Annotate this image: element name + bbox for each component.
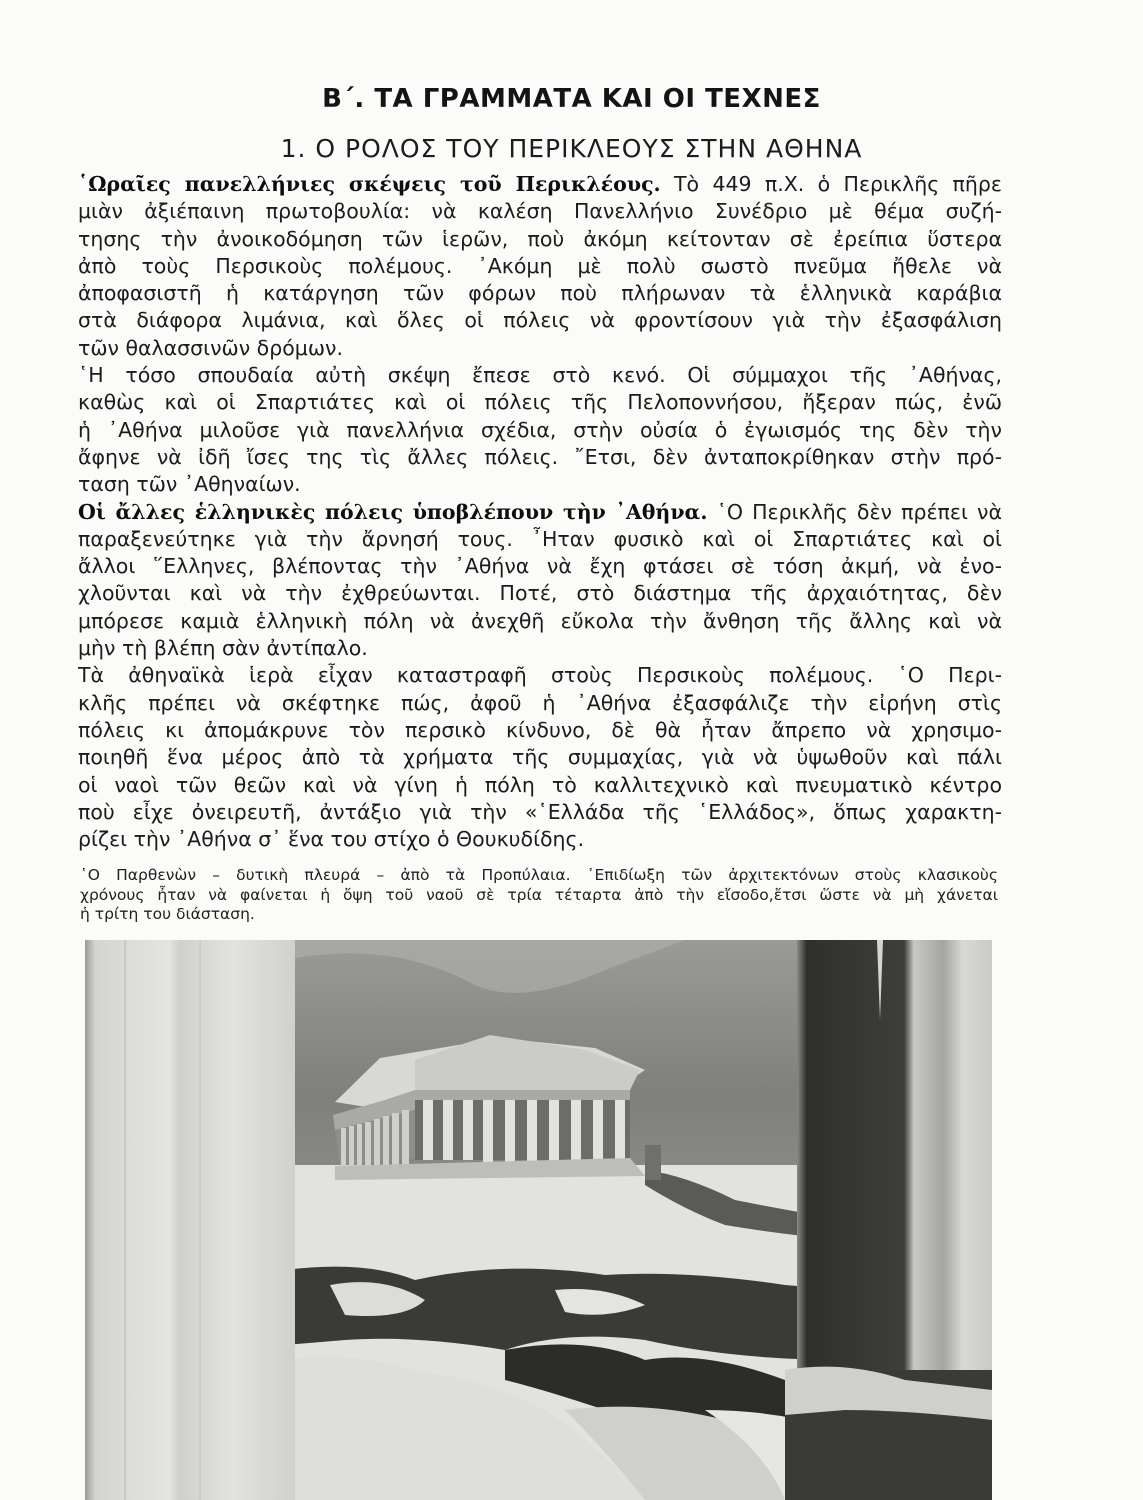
body-text-content: ρίζει τὴν ᾿Αθήνα σ᾿ ἕνα του στίχο ὁ Θουκυδίδης. (78, 827, 585, 852)
body-text-line (78, 662, 1002, 689)
body-text-line (78, 826, 1002, 853)
body-text-line (78, 335, 1002, 362)
body-text-line (78, 772, 1002, 799)
body-text-content: στὰ διάφορα λιμάνια, καὶ ὅλες οἱ πόλεις νὰ φροντίσουν γιὰ τὴν ἐξασφάλιση (78, 308, 1002, 333)
body-text-content: τῶν θαλασσινῶν δρόμων. (78, 335, 343, 360)
body-text-content: οἱ ναοὶ τῶν θεῶν καὶ νὰ γίνη ἡ πόλη τὸ καλλιτεχνικὸ καὶ πνευματικὸ κέντρο (78, 772, 1002, 797)
body-text-line (78, 307, 1002, 334)
body-text-line (78, 580, 1002, 607)
body-text-line (78, 226, 1002, 253)
body-text-content: καθὼς καὶ οἱ Σπαρτιάτες καὶ οἱ πόλεις τῆς Πελοποννήσου, ἤξεραν πώς, ἐνῶ (78, 390, 1002, 415)
body-text-line (78, 717, 1002, 744)
body-text-content: ἀπὸ τοὺς Περσικοὺς πολέμους. ᾿Ακόμη μὲ πολὺ σωστὸ πνεῦμα ἤθελε νὰ (78, 253, 1002, 278)
body-text-line (78, 471, 1002, 498)
body-text-content: ταση τῶν ᾿Αθηναίων. (78, 472, 301, 497)
paragraph-lead-heading: Οἱ ἄλλες ἑλληνικὲς πόλεις ὑποβλέπουν τὴν ᾿Αθήνα. (78, 499, 708, 524)
photo-caption (80, 866, 998, 925)
body-text-line (78, 553, 1002, 580)
body-text (78, 171, 1002, 853)
body-text-line (78, 690, 1002, 717)
body-text-content: ἡ ᾿Αθήνα μιλοῦσε γιὰ πανελλήνια σχέδια, στὴν οὐσία ὁ ἐγωισμός της δὲν τὴν (78, 417, 1002, 442)
body-text-content: Τὸ 449 π.Χ. ὁ Περικλῆς πῆρε (660, 172, 1002, 196)
body-text-line (78, 198, 1002, 225)
left-column (85, 940, 295, 1500)
body-text-content: κλῆς πρέπει νὰ σκέφτηκε πώς, ἀφοῦ ἡ ᾿Αθήνα ἐξασφάλιζε τὴν εἰρήνη στὶς (78, 690, 1002, 715)
body-text-line (78, 799, 1002, 826)
body-text-line (78, 526, 1002, 553)
body-text-line (78, 444, 1002, 471)
body-text-content: ἀποφασιστῆ ἡ κατάργηση τῶν φόρων ποὺ πλήρωναν τὰ ἑλληνικὰ καράβια (78, 281, 1002, 306)
body-text-content: ῾Η τόσο σπουδαία αὐτὴ σκέψη ἔπεσε στὸ κενό. Οἱ σύμμαχοι τῆς ᾿Αθήνας, (78, 363, 1002, 388)
body-text-content: τησης τὴν ἀνοικοδόμηση τῶν ἱερῶν, ποὺ ἀκόμη κείτονταν σὲ ἐρείπια ὕστερα (78, 226, 1002, 251)
body-text-content: ἄφηνε νὰ ἰδῆ ἴσες της τὶς ἄλλες πόλεις. ῎Ετσι, δὲν ἀνταποκρίθηκαν στὴν πρό- (78, 444, 1002, 469)
body-text-content: μιὰν ἀξιέπαινη πρωτοβουλία: νὰ καλέση Πανελλήνιο Συνέδριο μὲ θέμα συζή- (78, 199, 1002, 224)
caption-line: χρόνους ἦταν νὰ φαίνεται ἡ ὄψη τοῦ ναοῦ σὲ τρία τέταρτα ἀπὸ τὴν εἴσοδο,ἔτσι ὥστε νὰ μὴ χάνεται (80, 885, 998, 904)
body-text-line (78, 280, 1002, 307)
body-text-line (78, 171, 1002, 198)
section-title: 1. Ο ΡΟΛΟΣ ΤΟΥ ΠΕΡΙΚΛΕΟΥΣ ΣΤΗΝ ΑΘΗΝΑ (280, 134, 863, 163)
caption-line: ἡ τρίτη του διάσταση. (80, 905, 255, 923)
body-text-content: χλοῦνται καὶ νὰ τὴν ἐχθρεύωνται. Ποτέ, στὸ διάστημα τῆς ἀρχαιότητας, δὲν (78, 581, 1002, 606)
body-text-content: μὴν τὴ βλέπη σὰν ἀντίπαλο. (78, 636, 368, 661)
body-text-content: πόλεις κι ἀπομάκρυνε τὸν περσικὸ κίνδυνο, δὲ θὰ ἦταν ἄπρεπο νὰ χρησιμο- (78, 717, 1002, 742)
body-text-content: μπόρεσε καμιὰ ἑλληνικὴ πόλη νὰ ἀνεχθῆ εὔκολα τὴν ἄνθηση τῆς ἄλλης καὶ νὰ (78, 608, 1002, 633)
paragraph-lead-heading: ῾Ωραῖες πανελλήνιες σκέψεις τοῦ Περικλέους. (78, 172, 661, 196)
body-text-content: παραξενεύτηκε γιὰ τὴν ἄρνησή τους. ῏Ηταν φυσικὸ καὶ οἱ Σπαρτιάτες καὶ οἱ (78, 526, 1002, 551)
body-text-content: ποιηθῆ ἕνα μέρος ἀπὸ τὰ χρήματα τῆς συμμαχίας, γιὰ νὰ ὑψωθοῦν καὶ πάλι (78, 745, 1002, 770)
parthenon-photo (85, 940, 992, 1500)
body-text-content: ῾Ο Περικλῆς δὲν πρέπει νὰ (707, 499, 1002, 524)
caption-line: ῾Ο Παρθενὼν – δυτικὴ πλευρά – ἀπὸ τὰ Προπύλαια. ᾿Επιδίωξη τῶν ἀρχιτεκτόνων στοὺς κλασικοὺς (80, 866, 998, 884)
body-text-line (78, 499, 1002, 526)
parthenon-illustration (85, 940, 992, 1500)
body-text-line (78, 744, 1002, 771)
body-text-line (78, 635, 1002, 662)
body-text-line (78, 417, 1002, 444)
body-text-line (78, 253, 1002, 280)
chapter-title: Β΄. ΤΑ ΓΡΑΜΜΑΤΑ ΚΑΙ ΟΙ ΤΕΧΝΕΣ (322, 84, 821, 114)
body-text-content: ἄλλοι ῞Ελληνες, βλέποντας τὴν ᾿Αθήνα νὰ ἔχη φτάσει σὲ τόση ἀκμή, νὰ ἐνο- (78, 554, 1002, 579)
body-text-line (78, 362, 1002, 389)
body-text-line (78, 608, 1002, 635)
body-text-content: Τὰ ἀθηναϊκὰ ἱερὰ εἶχαν καταστραφῆ στοὺς Περσικοὺς πολέμους. ῾Ο Περι- (78, 663, 1002, 688)
body-text-content: ποὺ εἶχε ὀνειρευτῆ, ἀντάξιο γιὰ τὴν «῾Ελλάδα τῆς ῾Ελλάδος», ὅπως χαρακτη- (78, 799, 1002, 824)
body-text-line (78, 389, 1002, 416)
